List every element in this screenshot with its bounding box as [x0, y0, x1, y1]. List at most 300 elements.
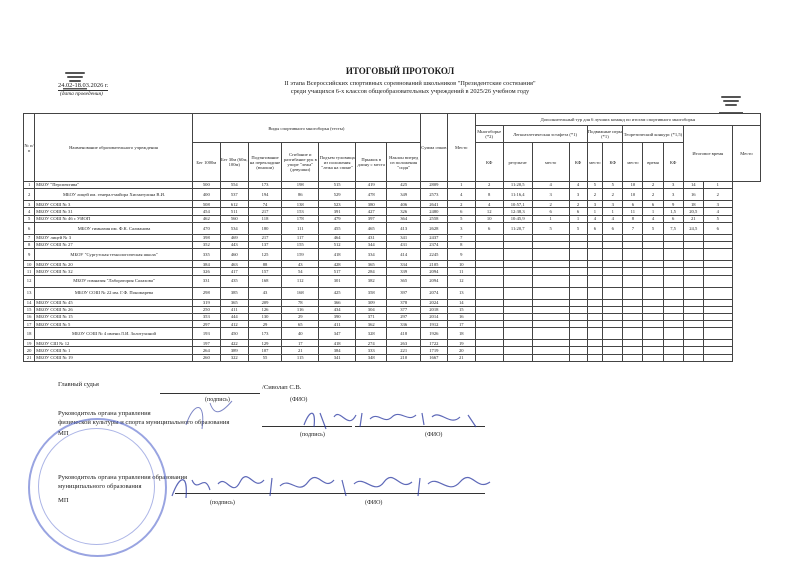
row-sum: 2094 [420, 268, 447, 275]
extra-value: 11 [623, 208, 643, 215]
judge-sign-caption: (подпись) [205, 397, 230, 403]
col-t2: Бег 30м (60м, 100м) [220, 143, 248, 182]
row-sum: 2573 [420, 189, 447, 201]
extra-value [532, 313, 569, 320]
extra-value: 6 [532, 208, 569, 215]
results-table [23, 113, 761, 362]
head1-fio-caption: (ФИО) [425, 432, 443, 438]
extra-value [532, 347, 569, 354]
test-value: 86 [282, 189, 319, 201]
extra-value [683, 347, 703, 354]
test-value: 344 [356, 241, 387, 248]
extra-value: 5 [587, 182, 603, 189]
extra-value: 12 [475, 208, 503, 215]
test-value: 406 [387, 201, 421, 208]
head2-line1: Руководитель органа управления образования [58, 474, 188, 481]
test-value: 263 [387, 340, 421, 347]
extra-value: 5 [569, 222, 587, 234]
extra-value [663, 313, 683, 320]
test-value: 159 [282, 249, 319, 261]
extra-value [503, 306, 532, 313]
test-value: 130 [248, 313, 282, 320]
extra-value: 18 [683, 201, 703, 208]
row-org: МБОУ СОШ № 32 [35, 268, 193, 275]
row-org: МБОУ СОШ № 31 [35, 208, 193, 215]
table-row [24, 287, 761, 299]
extra-value: 7 [623, 222, 643, 234]
row-number: 13 [24, 287, 35, 299]
extra-value: 3 [587, 201, 603, 208]
test-value: 78 [282, 299, 319, 306]
test-value: 138 [282, 201, 319, 208]
extra-value: 6 [587, 222, 603, 234]
test-value: 331 [192, 275, 220, 287]
test-value: 460 [220, 249, 248, 261]
extra-value: 5 [532, 222, 569, 234]
test-value: 523 [319, 201, 356, 208]
extra-value [587, 268, 603, 275]
col-e3: Подвижные игры (*1) [587, 126, 623, 143]
document-title: ИТОГОВЫЙ ПРОТОКОЛ [345, 66, 455, 76]
test-value: 297 [192, 321, 220, 328]
extra-value [503, 249, 532, 261]
table-row [24, 328, 761, 340]
col-t5: Подъем туловища из положения "лежа на спине" [319, 143, 356, 182]
test-value: 411 [220, 306, 248, 313]
extra-value [603, 287, 623, 299]
table-row [24, 340, 761, 347]
extra-value [503, 268, 532, 275]
extra-value: 1,5 [663, 208, 683, 215]
extra-value [587, 306, 603, 313]
col-t3: Подтягивание на перекладине (юноши) [248, 143, 282, 182]
handwritten-signature-2 [168, 470, 498, 504]
extra-value: 10 [623, 189, 643, 201]
test-value: 180 [248, 222, 282, 234]
extra-value: 5 [643, 222, 663, 234]
test-value: 319 [192, 299, 220, 306]
extra-value: 3 [663, 182, 683, 189]
extra-value [475, 268, 503, 275]
row-org: МБОУ СОШ № 1 [35, 347, 193, 354]
test-value: 129 [248, 340, 282, 347]
extra-value [603, 328, 623, 340]
table-row [24, 321, 761, 328]
row-org: МБОУ СОШ № 26 [35, 306, 193, 313]
extra-value [587, 275, 603, 287]
row-place: 5 [447, 215, 475, 222]
extra-value: 2 [569, 201, 587, 208]
test-value: 348 [356, 354, 387, 361]
test-value: 297 [387, 313, 421, 320]
extra-value [503, 241, 532, 248]
table-row [24, 222, 761, 234]
row-number: 20 [24, 347, 35, 354]
col-kf-2: КФ [569, 143, 587, 182]
extra-value: 4 [643, 215, 663, 222]
col-tests: Виды спортивного многоборья (тесты) [192, 114, 420, 143]
results-body [24, 182, 761, 362]
extra-value [532, 340, 569, 347]
extra-value: 2 [475, 182, 503, 189]
extra-value: 3 [703, 201, 732, 208]
extra-value [643, 268, 663, 275]
extra-value [603, 340, 623, 347]
row-org: МБОУ СОШ № 15 [35, 313, 193, 320]
row-org: МБОУ СОШ № 19 [35, 354, 193, 361]
extra-value [683, 313, 703, 320]
extra-value [663, 268, 683, 275]
extra-value: 6 [703, 222, 732, 234]
test-value: 365 [220, 299, 248, 306]
extra-value: 1 [532, 215, 569, 222]
extra-value [643, 340, 663, 347]
table-row [24, 347, 761, 354]
extra-value [683, 241, 703, 248]
test-value: 217 [248, 208, 282, 215]
test-value: 137 [248, 241, 282, 248]
extra-value [569, 234, 587, 241]
test-value: 463 [220, 261, 248, 268]
col-e2: Легкоатлетическая эстафета (*1) [503, 126, 587, 143]
extra-value [603, 249, 623, 261]
row-sum: 2105 [420, 261, 447, 268]
extra-value [587, 287, 603, 299]
extra-value: 16 [683, 189, 703, 201]
col-result: результат [503, 143, 532, 182]
row-place: 2 [447, 201, 475, 208]
extra-value: 5 [603, 182, 623, 189]
extra-value [623, 261, 643, 268]
test-value: 304 [356, 306, 387, 313]
row-place: 14 [447, 299, 475, 306]
test-value: 469 [220, 234, 248, 241]
test-value: 512 [319, 241, 356, 248]
test-value: 365 [387, 275, 421, 287]
test-value: 364 [387, 215, 421, 222]
test-value: 352 [192, 241, 220, 248]
test-value: 400 [192, 189, 220, 201]
extra-value [569, 287, 587, 299]
test-value: 508 [192, 201, 220, 208]
test-value: 358 [356, 287, 387, 299]
extra-value [569, 261, 587, 268]
extra-value [569, 328, 587, 340]
extra-value [623, 234, 643, 241]
extra-value [683, 287, 703, 299]
row-place: 11 [447, 268, 475, 275]
test-value: 454 [192, 208, 220, 215]
test-value: 88 [248, 261, 282, 268]
extra-value: 20,5 [683, 208, 703, 215]
test-value: 322 [220, 354, 248, 361]
extra-value [683, 299, 703, 306]
extra-value [663, 347, 683, 354]
test-value: 470 [192, 222, 220, 234]
test-value: 529 [319, 189, 356, 201]
extra-value: 12:38,3 [503, 208, 532, 215]
judge-name: /Сиволап С.В. [262, 384, 302, 391]
table-row [24, 208, 761, 215]
test-value: 413 [387, 222, 421, 234]
row-sum: 2809 [420, 182, 447, 189]
row-place: 1 [447, 182, 475, 189]
extra-value [623, 275, 643, 287]
extra-value [503, 299, 532, 306]
test-value: 335 [192, 249, 220, 261]
row-org: МБОУ СОШ № 5 [35, 321, 193, 328]
col-org: Наименование образовательного учреждения [35, 114, 193, 182]
extra-value [683, 261, 703, 268]
extra-value [475, 241, 503, 248]
test-value: 412 [220, 321, 248, 328]
row-sum: 1667 [420, 354, 447, 361]
extra-value [503, 340, 532, 347]
test-value: 537 [220, 189, 248, 201]
extra-value: 6 [623, 201, 643, 208]
extra-value [663, 354, 683, 361]
test-value: 274 [356, 340, 387, 347]
test-value: 425 [319, 287, 356, 299]
table-row [24, 182, 761, 189]
row-number: 3 [24, 201, 35, 208]
test-value: 115 [282, 354, 319, 361]
extra-value: 10:57,1 [503, 201, 532, 208]
extra-value: 4 [569, 182, 587, 189]
extra-value [703, 347, 732, 354]
row-org: МБОУ СОШ № 20 [35, 261, 193, 268]
test-value: 29 [282, 313, 319, 320]
extra-value [703, 306, 732, 313]
test-value: 418 [319, 249, 356, 261]
extra-value [623, 328, 643, 340]
test-value: 168 [282, 287, 319, 299]
extra-value [603, 268, 623, 275]
test-value: 560 [220, 215, 248, 222]
test-value: 390 [319, 313, 356, 320]
extra-value: 3 [532, 189, 569, 201]
extra-value [643, 313, 663, 320]
test-value: 40 [282, 328, 319, 340]
extra-value [569, 354, 587, 361]
extra-value [703, 249, 732, 261]
test-value: 298 [192, 287, 220, 299]
extra-value: 1 [569, 215, 587, 222]
col-t6: Прыжок в длину с места [356, 143, 387, 182]
table-row [24, 234, 761, 241]
extra-value: 2 [587, 189, 603, 201]
test-value: 414 [387, 249, 421, 261]
row-number: 12 [24, 275, 35, 287]
extra-value: 7,5 [663, 222, 683, 234]
table-row [24, 275, 761, 287]
extra-value: 6 [569, 208, 587, 215]
extra-value [475, 354, 503, 361]
extra-value [532, 321, 569, 328]
extra-value [503, 287, 532, 299]
extra-value [587, 354, 603, 361]
test-value: 554 [220, 182, 248, 189]
table-row [24, 215, 761, 222]
extra-value: 5 [703, 215, 732, 222]
test-value: 65 [282, 321, 319, 328]
extra-value [703, 241, 732, 248]
judge-sign-line [160, 393, 260, 394]
extra-value: 2 [643, 189, 663, 201]
extra-value [683, 306, 703, 313]
col-kf-3: КФ [603, 143, 623, 182]
extra-value [663, 287, 683, 299]
col-time: время [643, 143, 663, 182]
extra-value [643, 249, 663, 261]
test-value: 428 [319, 261, 356, 268]
extra-value [475, 287, 503, 299]
row-org: МБОУ СОШ № 22 им. Г.Ф. Пономарева [35, 287, 193, 299]
test-value: 417 [220, 268, 248, 275]
test-value: 362 [356, 321, 387, 328]
table-row [24, 299, 761, 306]
test-value: 178 [282, 215, 319, 222]
extra-value [703, 299, 732, 306]
test-value: 209 [248, 299, 282, 306]
row-place: 16 [447, 313, 475, 320]
handwritten-signature-3 [180, 395, 240, 433]
test-value: 153 [282, 208, 319, 215]
test-value: 515 [319, 182, 356, 189]
test-value: 353 [192, 313, 220, 320]
extra-value: 2 [532, 201, 569, 208]
test-value: 309 [356, 299, 387, 306]
extra-value [663, 234, 683, 241]
table-row [24, 313, 761, 320]
extra-value [663, 249, 683, 261]
test-value: 264 [192, 347, 220, 354]
extra-value [683, 275, 703, 287]
test-value: 443 [220, 241, 248, 248]
row-sum: 2018 [420, 306, 447, 313]
row-sum: 2094 [420, 275, 447, 287]
test-value: 194 [248, 189, 282, 201]
row-place: 17 [447, 321, 475, 328]
extra-value [475, 328, 503, 340]
test-value: 455 [319, 222, 356, 234]
test-value: 378 [387, 299, 421, 306]
extra-value [503, 234, 532, 241]
test-value: 425 [387, 182, 421, 189]
extra-value [663, 275, 683, 287]
test-value: 17 [282, 340, 319, 347]
extra-value [643, 299, 663, 306]
extra-value [603, 299, 623, 306]
extra-value: 4 [532, 182, 569, 189]
row-sum: 1719 [420, 347, 447, 354]
extra-value: 10:45,9 [503, 215, 532, 222]
test-value: 333 [356, 347, 387, 354]
official-stamp-inner [38, 428, 155, 545]
extra-value [532, 261, 569, 268]
extra-value [603, 261, 623, 268]
extra-value [587, 347, 603, 354]
extra-value [623, 249, 643, 261]
test-value: 347 [319, 328, 356, 340]
extra-value [532, 275, 569, 287]
test-value: 419 [356, 182, 387, 189]
extra-value [703, 313, 732, 320]
extra-value [663, 261, 683, 268]
extra-value [683, 268, 703, 275]
extra-value [683, 234, 703, 241]
extra-value [703, 321, 732, 328]
col-e6: Место [732, 126, 760, 182]
extra-value [475, 313, 503, 320]
test-value: 500 [192, 182, 220, 189]
table-row [24, 189, 761, 201]
extra-value [569, 275, 587, 287]
test-value: 427 [356, 208, 387, 215]
extra-value [683, 249, 703, 261]
row-sum: 1722 [420, 340, 447, 347]
document-subtitle [190, 80, 630, 96]
test-value: 422 [220, 340, 248, 347]
extra-value [663, 241, 683, 248]
extra-value: 6 [475, 222, 503, 234]
col-mesto-3: место [623, 143, 643, 182]
head2-sign-caption: (подпись) [210, 500, 235, 506]
extra-value [603, 241, 623, 248]
extra-value: 11:20,5 [503, 182, 532, 189]
extra-value [569, 306, 587, 313]
row-sum: 2628 [420, 222, 447, 234]
test-value: 384 [319, 347, 356, 354]
table-row [24, 354, 761, 361]
test-value: 465 [356, 222, 387, 234]
row-place: 21 [447, 354, 475, 361]
extra-value [587, 299, 603, 306]
extra-value [663, 328, 683, 340]
row-sum: 2641 [420, 201, 447, 208]
col-e5: Итоговое время [683, 126, 732, 182]
test-value: 43 [282, 261, 319, 268]
col-e1: Многоборье (*2) [475, 126, 503, 143]
row-number: 15 [24, 306, 35, 313]
extra-value [503, 347, 532, 354]
col-mesto-1: место [532, 143, 569, 182]
test-value: 334 [356, 249, 387, 261]
head1-sign-caption: (подпись) [300, 432, 325, 438]
row-place: 9 [447, 249, 475, 261]
extra-value: 1 [703, 182, 732, 189]
extra-value [643, 234, 663, 241]
row-place: 19 [447, 340, 475, 347]
extra-value [532, 328, 569, 340]
extra-value [503, 328, 532, 340]
table-row [24, 201, 761, 208]
extra-value [643, 275, 663, 287]
test-value: 336 [387, 321, 421, 328]
extra-value [503, 354, 532, 361]
extra-value [475, 249, 503, 261]
row-sum: 2374 [420, 241, 447, 248]
extra-value: 4 [603, 215, 623, 222]
extra-value: 4 [587, 215, 603, 222]
row-number: 21 [24, 354, 35, 361]
extra-value [587, 261, 603, 268]
extra-value [475, 340, 503, 347]
extra-value: 1 [587, 208, 603, 215]
test-value: 117 [282, 234, 319, 241]
test-value: 260 [192, 354, 220, 361]
test-value: 326 [387, 208, 421, 215]
